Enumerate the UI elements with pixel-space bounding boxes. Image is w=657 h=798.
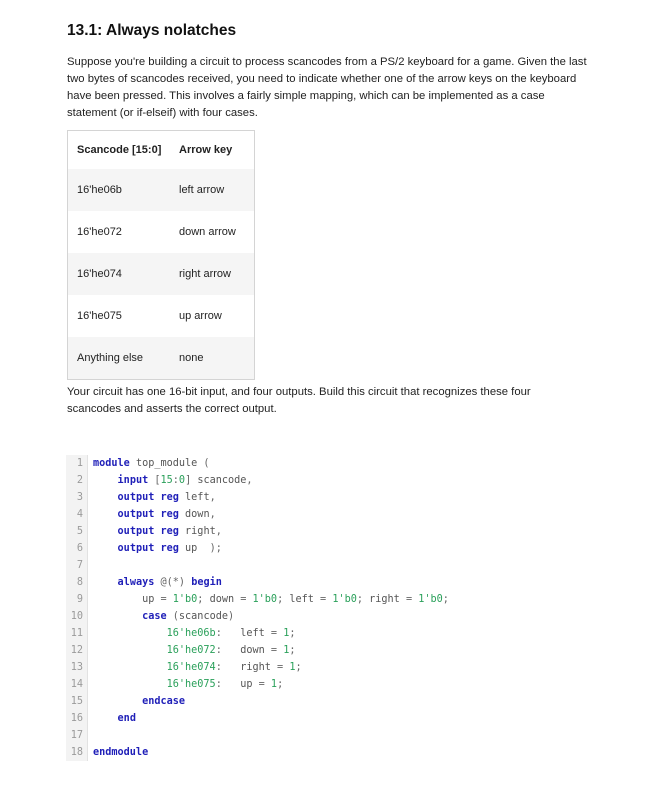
scancode-cell: 16'he075 bbox=[77, 310, 122, 322]
section-title: 13.1: Always nolatches bbox=[67, 22, 237, 39]
code-text: case (scancode) bbox=[142, 611, 235, 622]
line-number: 17 bbox=[66, 727, 88, 744]
code-line bbox=[66, 744, 506, 761]
code-text: always @(*) begin bbox=[117, 577, 222, 588]
column-header-scancode: Scancode [15:0] bbox=[68, 131, 171, 170]
line-number: 11 bbox=[66, 625, 88, 642]
code-text: 16'he06b: left = 1; bbox=[166, 628, 296, 639]
code-line bbox=[66, 472, 506, 489]
code-text: input [15:0] scancode, bbox=[117, 475, 253, 486]
arrow-key-cell: left arrow bbox=[170, 169, 255, 211]
scancode-cell: Anything else bbox=[68, 337, 171, 380]
line-number: 13 bbox=[66, 659, 88, 676]
code-text bbox=[88, 557, 93, 574]
code-text: output reg down, bbox=[117, 509, 216, 520]
code-line bbox=[66, 710, 506, 727]
code-line bbox=[66, 659, 506, 676]
instruction-paragraph: Your circuit has one 16-bit input, and four outputs. Build this circuit that recognizes these four scancodes and asserts the correct output. bbox=[67, 386, 531, 415]
code-text: 16'he074: right = 1; bbox=[166, 662, 302, 673]
table-row bbox=[68, 211, 255, 253]
arrow-key-cell: right arrow bbox=[170, 253, 255, 295]
line-number: 16 bbox=[66, 710, 88, 727]
line-number: 18 bbox=[66, 744, 88, 761]
code-line bbox=[66, 676, 506, 693]
code-text: endmodule bbox=[93, 747, 149, 758]
scancode-table bbox=[67, 130, 255, 380]
code-text: end bbox=[117, 713, 136, 724]
table-header-row bbox=[68, 131, 255, 170]
line-number: 15 bbox=[66, 693, 88, 710]
arrow-key-cell: down arrow bbox=[179, 226, 236, 238]
code-line bbox=[66, 693, 506, 710]
code-text: module top_module ( bbox=[93, 458, 210, 469]
code-text: output reg up ); bbox=[117, 543, 222, 554]
code-line bbox=[66, 625, 506, 642]
code-line bbox=[66, 489, 506, 506]
code-line bbox=[66, 608, 506, 625]
scancode-cell: 16'he074 bbox=[68, 253, 171, 295]
column-header-arrow-key: Arrow key bbox=[170, 131, 255, 170]
scancode-cell: 16'he072 bbox=[77, 226, 122, 238]
line-number: 12 bbox=[66, 642, 88, 659]
line-number: 10 bbox=[66, 608, 88, 625]
code-line bbox=[66, 591, 506, 608]
arrow-key-cell: up arrow bbox=[179, 310, 222, 322]
scancode-cell: 16'he06b bbox=[68, 169, 171, 211]
code-line bbox=[66, 727, 506, 744]
code-line bbox=[66, 506, 506, 523]
table-row bbox=[68, 295, 255, 337]
line-number: 4 bbox=[66, 506, 88, 523]
code-text: endcase bbox=[142, 696, 186, 707]
line-number: 3 bbox=[66, 489, 88, 506]
code-text: 16'he072: down = 1; bbox=[166, 645, 296, 656]
line-number: 7 bbox=[66, 557, 88, 574]
line-number: 14 bbox=[66, 676, 88, 693]
code-text: output reg right, bbox=[117, 526, 222, 537]
code-line bbox=[66, 455, 506, 472]
line-number: 9 bbox=[66, 591, 88, 608]
table-row bbox=[68, 169, 255, 211]
intro-paragraph: Suppose you're building a circuit to process scancodes from a PS/2 keyboard for a game. Given the last two bytes of scancodes received, you need to indicate whether one of the arrow keys on the keyboard have been pressed. This involves a fairly simple mapping, which can be implemented as a case statement (or if-elseif) with four cases. bbox=[67, 56, 587, 119]
code-line bbox=[66, 574, 506, 591]
line-number: 8 bbox=[66, 574, 88, 591]
table-row bbox=[68, 253, 255, 295]
code-line bbox=[66, 523, 506, 540]
code-line bbox=[66, 557, 506, 574]
table-row bbox=[68, 337, 255, 380]
line-number: 1 bbox=[66, 455, 88, 472]
code-text: up = 1'b0; down = 1'b0; left = 1'b0; right = 1'b0; bbox=[93, 594, 449, 605]
code-text: 16'he075: up = 1; bbox=[166, 679, 284, 690]
code-text bbox=[88, 727, 93, 744]
code-text: output reg left, bbox=[117, 492, 216, 503]
line-number: 2 bbox=[66, 472, 88, 489]
line-number: 6 bbox=[66, 540, 88, 557]
code-line bbox=[66, 540, 506, 557]
code-line bbox=[66, 642, 506, 659]
line-number: 5 bbox=[66, 523, 88, 540]
arrow-key-cell: none bbox=[170, 337, 255, 380]
code-listing bbox=[66, 455, 506, 761]
